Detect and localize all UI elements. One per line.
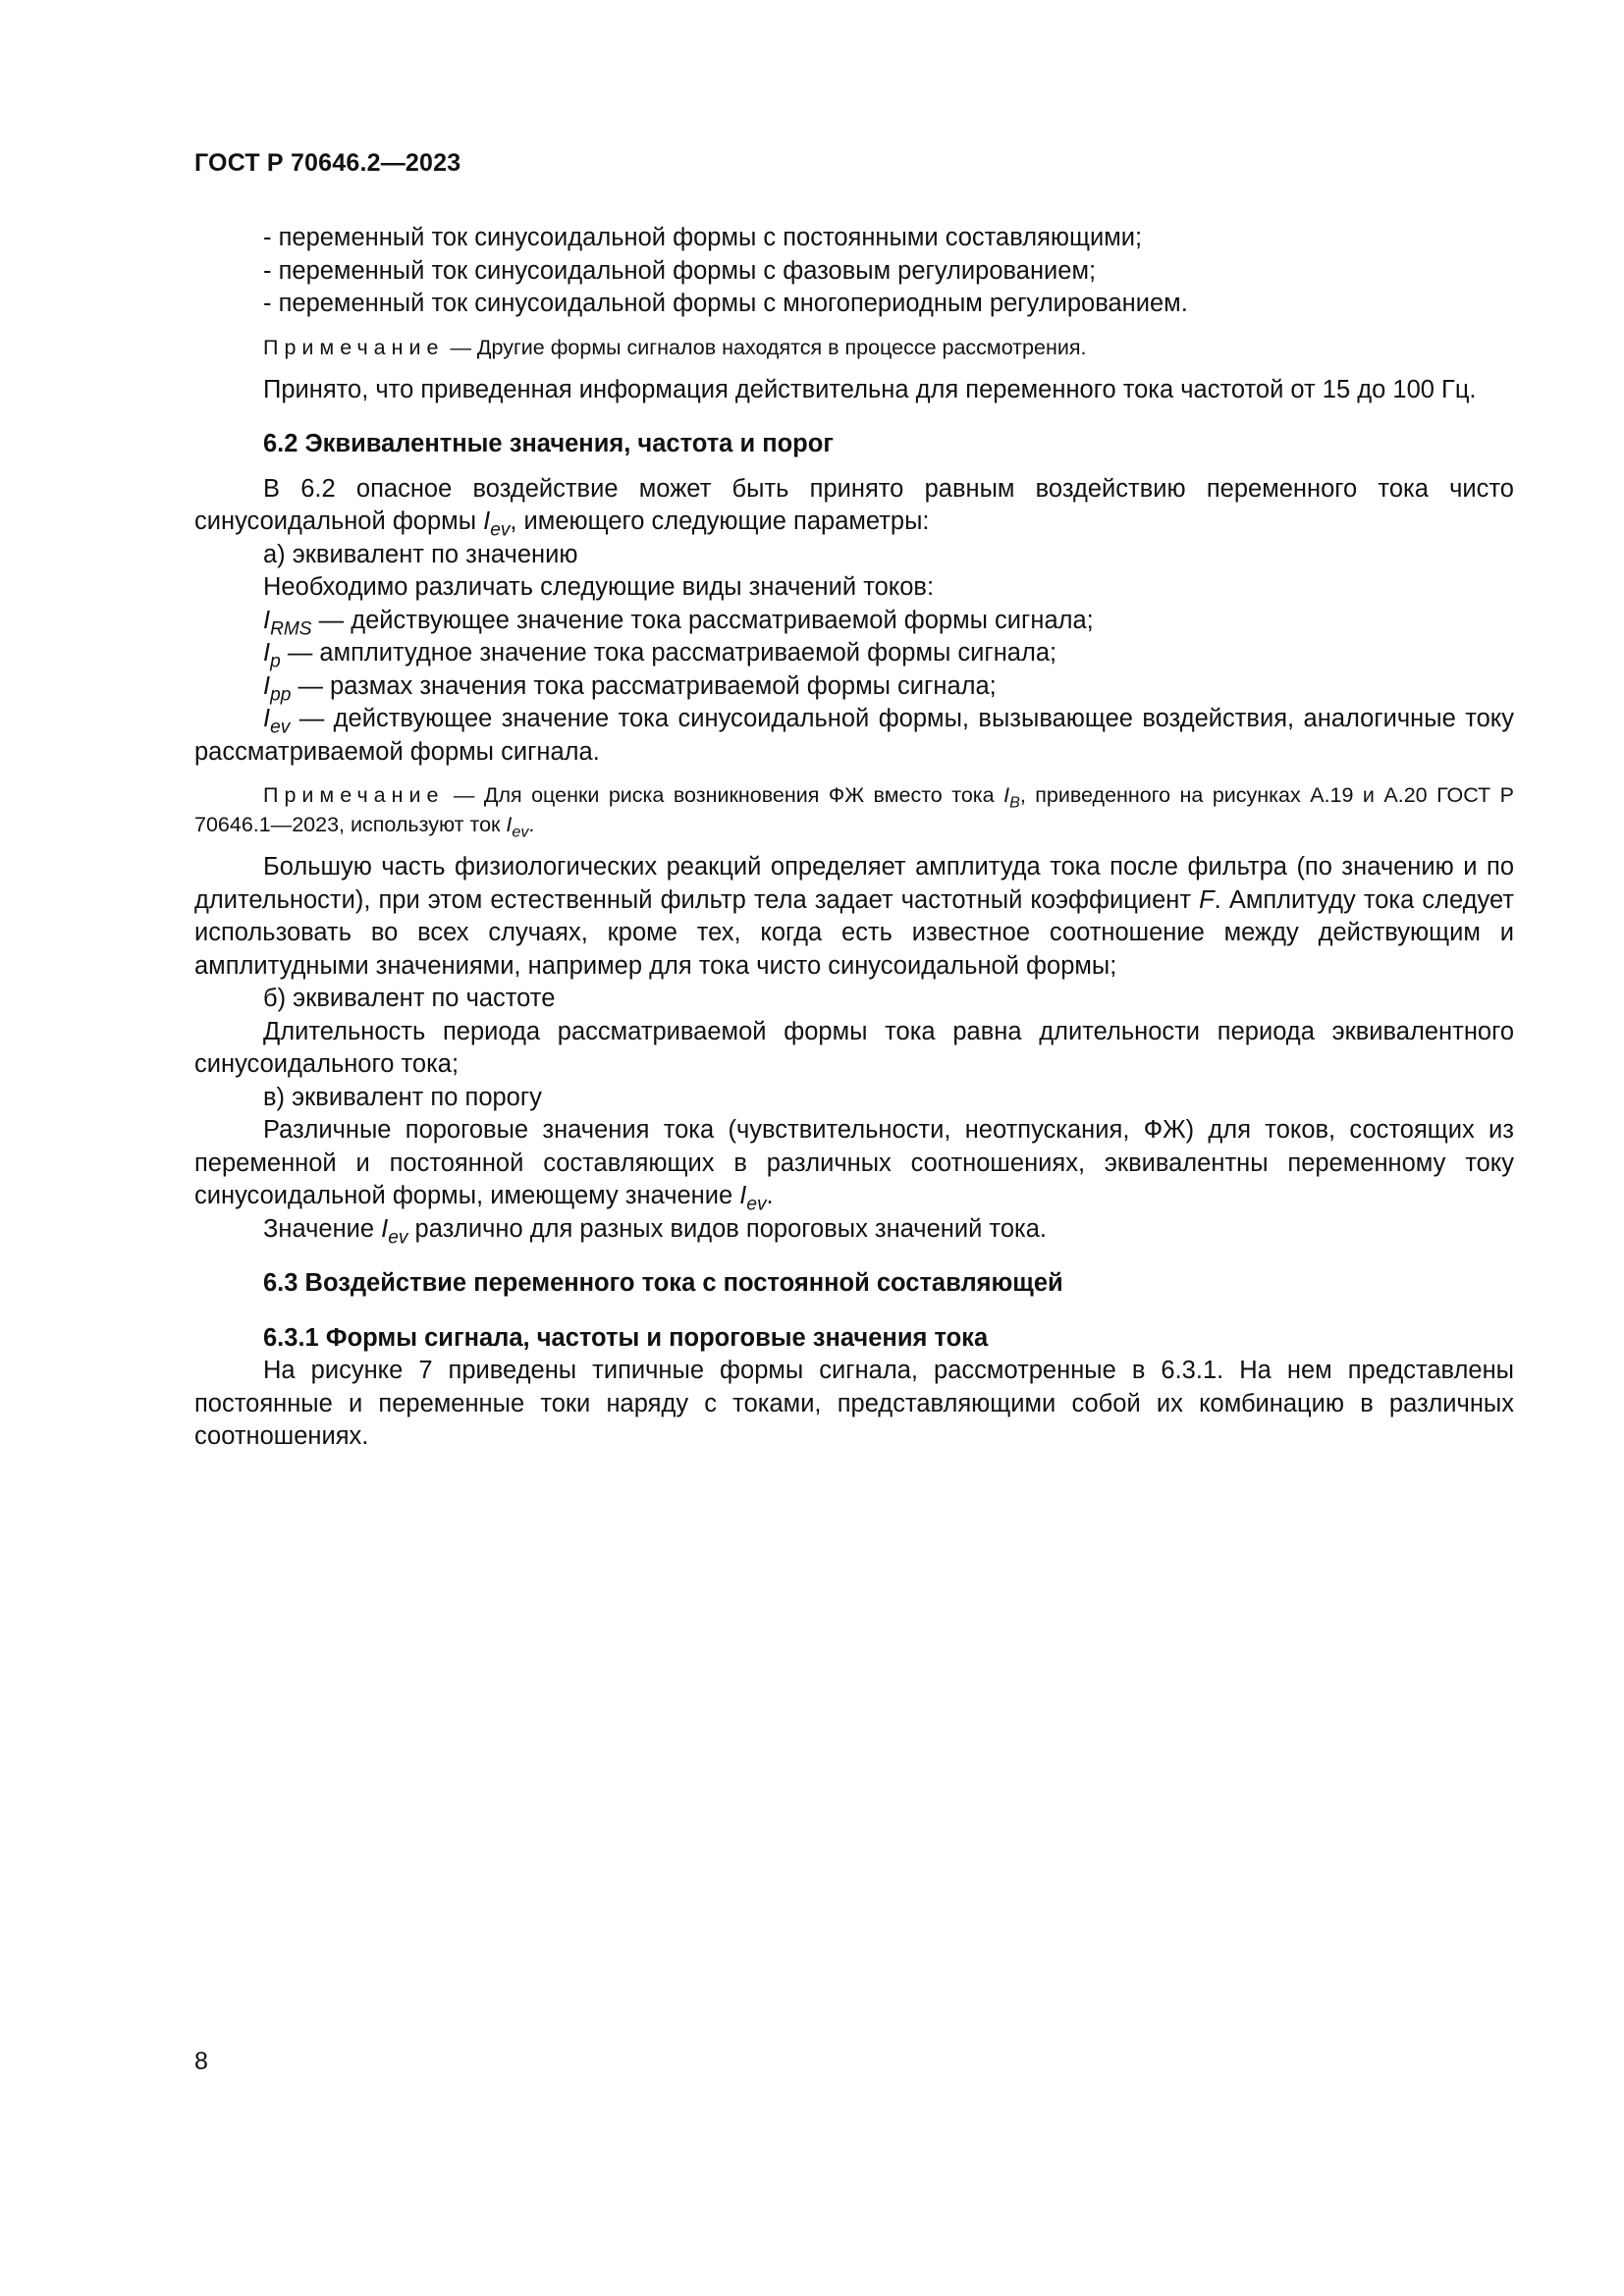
note-1	[194, 333, 1514, 362]
section-heading-6-3-1: 6.3.1 Формы сигнала, частоты и пороговые значения тока	[263, 1323, 989, 1352]
frequency-paragraph: Принято, что приведенная информация действительна для переменного тока частотой от 15 до 100 Гц.	[263, 375, 1477, 403]
page-content	[194, 222, 1514, 1454]
note-label: Примечание	[263, 335, 445, 359]
document-code-header: ГОСТ Р 70646.2—2023	[194, 149, 461, 177]
section-heading-6-3: 6.3 Воздействие переменного тока с постоянной составляющей	[263, 1269, 1063, 1297]
item-b: б) эквивалент по частоте	[263, 985, 556, 1012]
definition-ev: $I_{ev}$ — действующее значение тока синусоидальной формы, вызывающее воздействия, аналогичные току рассматриваемой формы сигнала.	[194, 705, 1514, 766]
note-2: Примечание — Для оценки риска возникновения ФЖ вместо тока $I_B$, приведенного на рисунках А.19 и А.20 ГОСТ Р 70646.1—2023, используют ток $I_{ev}$.	[194, 783, 1514, 841]
amplitude-paragraph: Большую часть физиологических реакций определяет амплитуда тока после фильтра (по значению и по длительности), при этом естественный фильтр тела задает частотный коэффициент F. Амплитуду тока следует использовать во всех случаях, кроме тех, когда есть известное соотношение между действующим и амплитудными значениями, например для тока чисто синусоидальной формы;	[194, 853, 1514, 980]
section-heading-6-2: 6.2 Эквивалентные значения, частота и порог	[263, 430, 834, 457]
definition-p: $I_p$ — амплитудное значение тока рассматриваемой формы сигнала;	[263, 639, 1057, 672]
need-paragraph: Необходимо различать следующие виды значений токов:	[263, 573, 935, 601]
list-item: - переменный ток синусоидальной формы с фазовым регулированием;	[263, 256, 1097, 285]
page-number: 8	[194, 2048, 208, 2075]
period-paragraph: Длительность периода рассматриваемой формы тока равна длительности периода эквивалентного синусоидального тока;	[194, 1017, 1514, 1078]
value-paragraph: Значение $I_{ev}$ различно для разных видов пороговых значений тока.	[263, 1214, 1047, 1249]
note-text: — Другие формы сигналов находятся в процессе рассмотрения.	[450, 335, 1087, 359]
intro-paragraph: В 6.2 опасное воздействие может быть принято равным воздействию переменного тока чисто синусоидальной формы $I_{ev}$, имеющего следующие параметры:	[194, 474, 1514, 541]
threshold-paragraph: Различные пороговые значения тока (чувствительности, неотпускания, ФЖ) для токов, состоящих из переменной и постоянной составляющих в различных соотношениях, эквивалентны переменному току синусоидальной формы, имеющему значение $I_{ev}$.	[194, 1116, 1514, 1215]
list-item: - переменный ток синусоидальной формы с постоянными составляющими;	[263, 224, 1143, 251]
definition-pp: $I_{pp}$ — размах значения тока рассматриваемой формы сигнала;	[263, 671, 997, 706]
item-v: в) эквивалент по порогу	[263, 1083, 542, 1111]
item-a: а) эквивалент по значению	[263, 540, 578, 568]
definition-rms: $I_{RMS}$ — действующее значение тока рассматриваемой формы сигнала;	[263, 606, 1094, 640]
list-item: - переменный ток синусоидальной формы с многопериодным регулированием.	[263, 290, 1188, 317]
section-6-3-1-paragraph: На рисунке 7 приведены типичные формы сигнала, рассмотренные в 6.3.1. На нем представлены постоянные и переменные токи наряду с токами, представляющими собой их комбинацию в различных соотношениях.	[194, 1357, 1514, 1450]
note-label: Примечание	[263, 783, 445, 807]
